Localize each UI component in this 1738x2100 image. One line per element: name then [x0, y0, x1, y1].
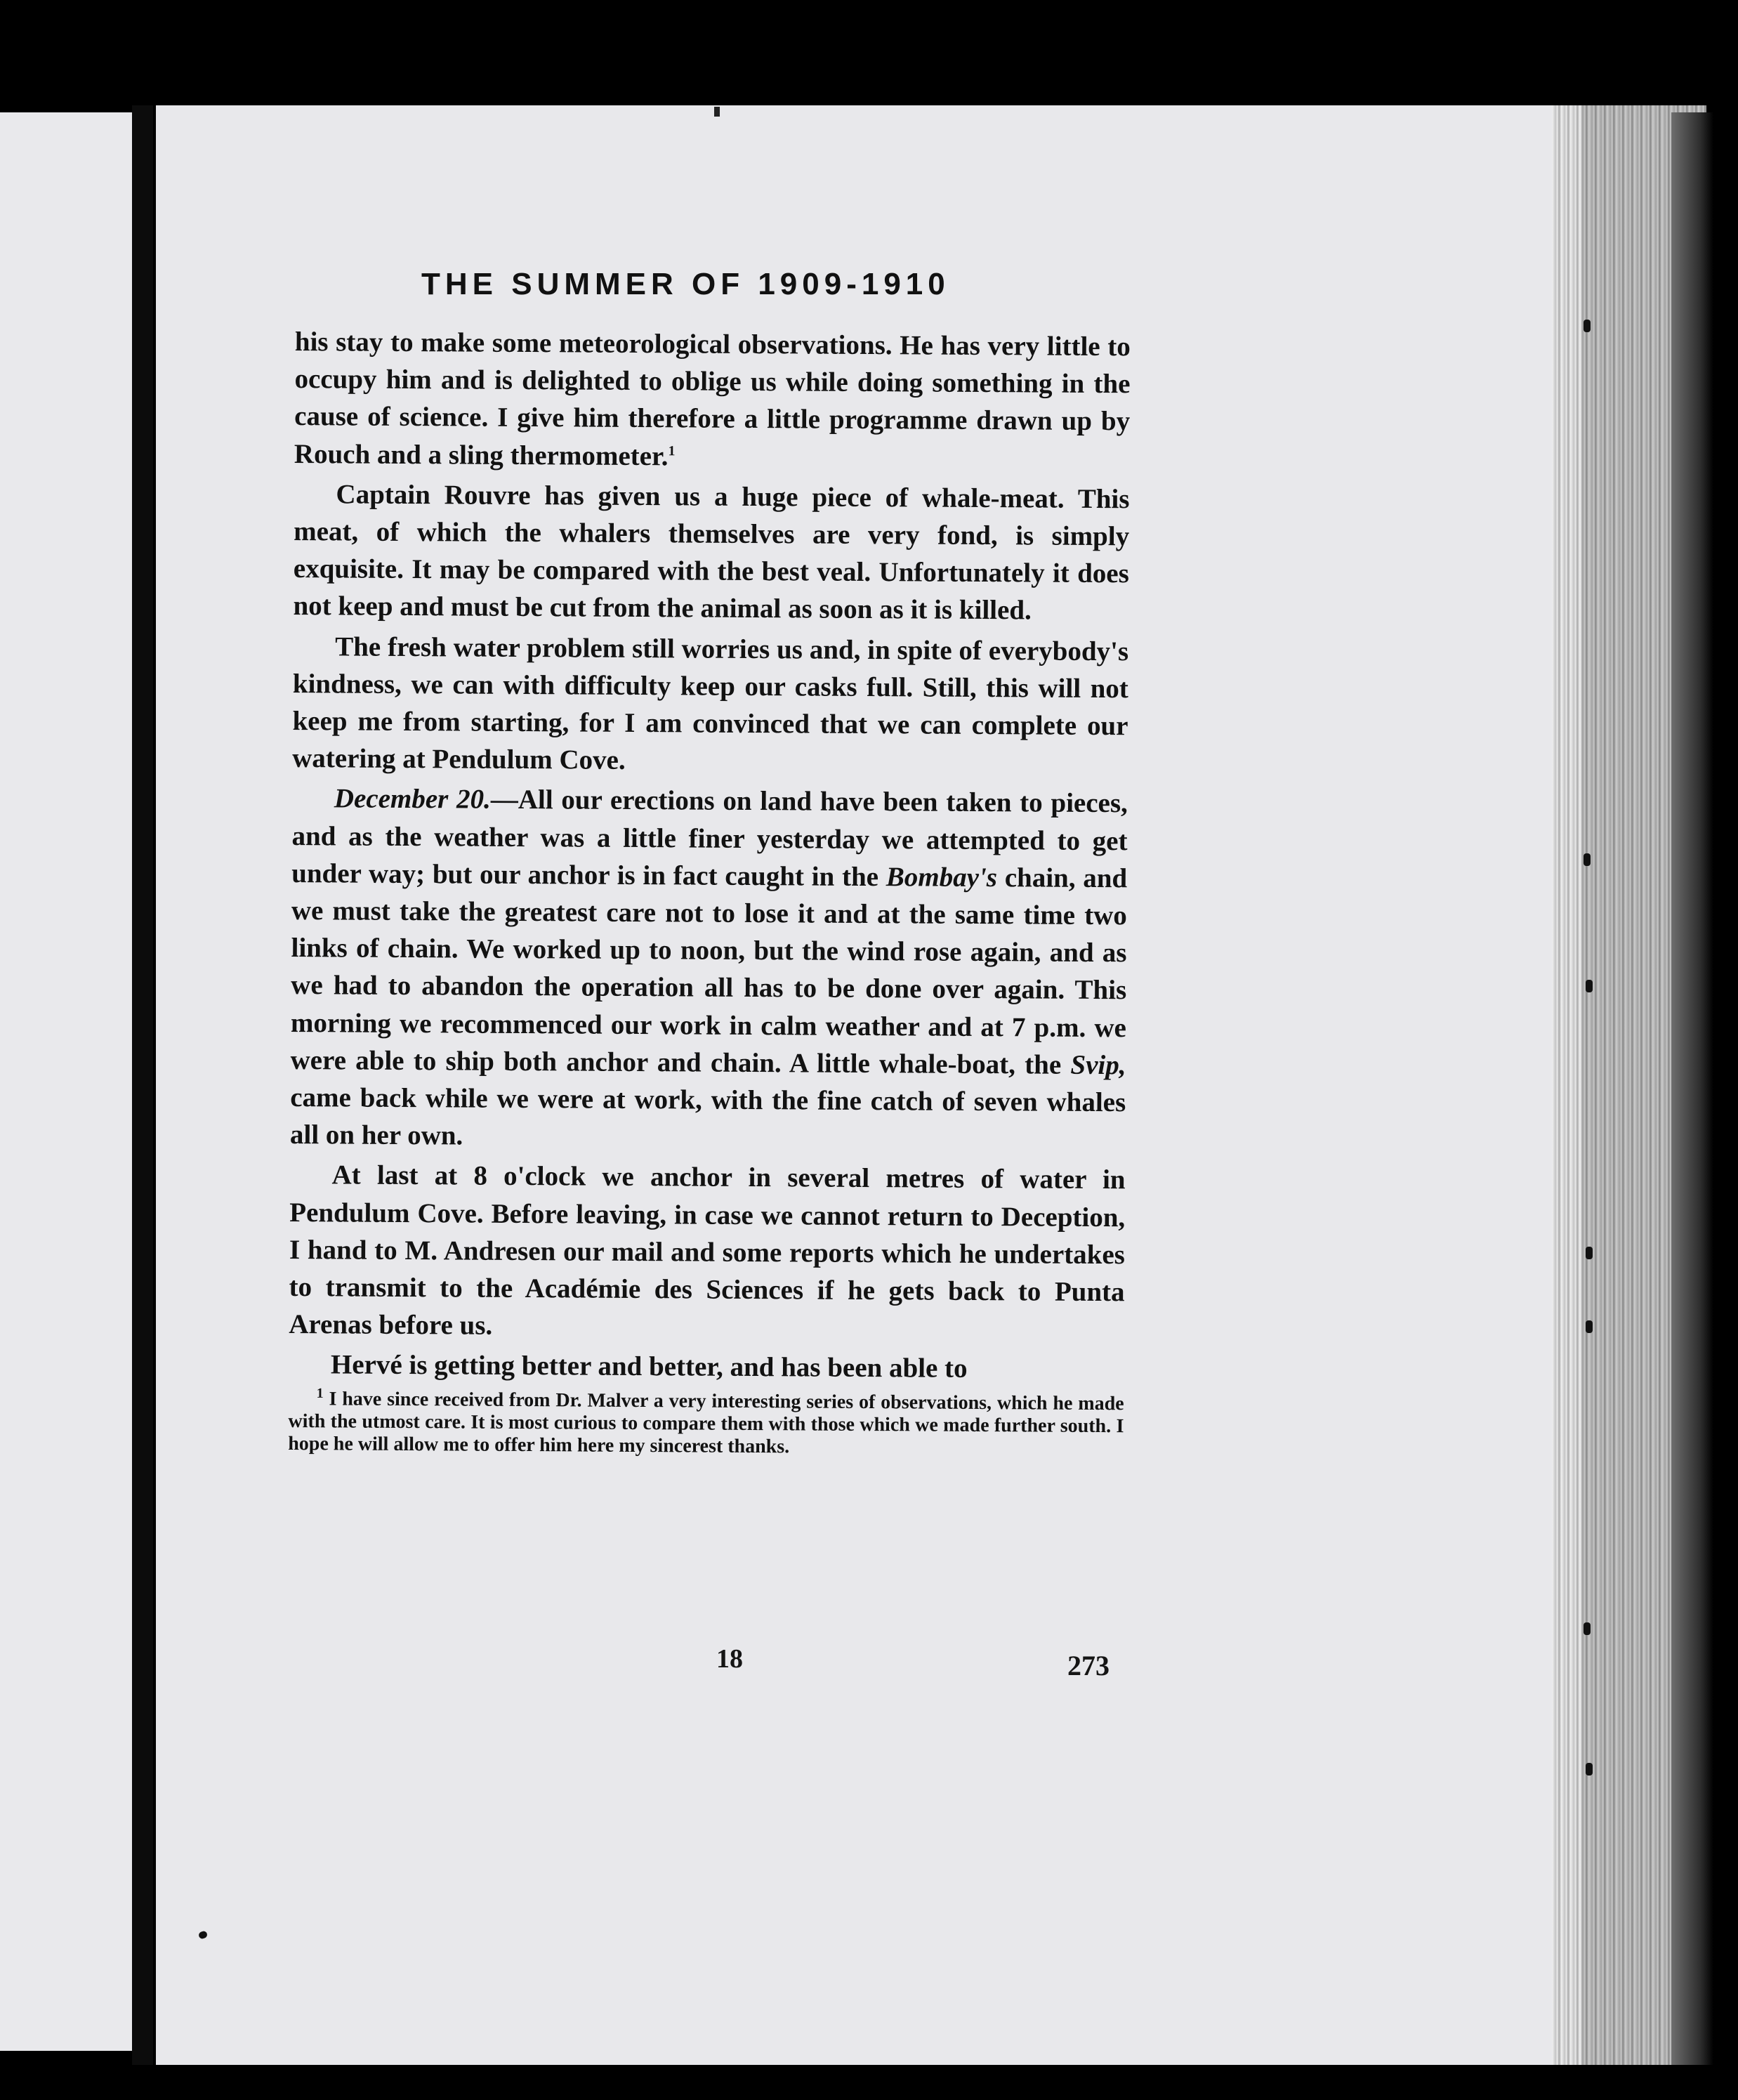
- edge-mark: [1584, 320, 1591, 332]
- entry-text: —All our erections on land have been taken to pieces, and as the weather was a little finer yesterday we attempted to get under way; but our anchor is in fact caught in the: [291, 785, 1128, 893]
- paragraph: [294, 323, 1131, 478]
- paragraph: At last at 8 o'clock we anchor in several metres of water in Pendulum Cove. Before leaving, in case we cannot return to Deception, I hand to M. Andresen our mail and some reports which he undertakes to transmit to the Académie des Sciences if he gets back to Punta Arenas before us.: [289, 1160, 1126, 1341]
- scan-speck: [714, 107, 720, 117]
- dated-entry: [290, 780, 1128, 1158]
- edge-mark: [1586, 1320, 1593, 1333]
- running-head: THE SUMMER OF 1909-1910: [421, 267, 950, 301]
- entry-date: December 20.: [334, 783, 491, 815]
- ship-name: Svip,: [1070, 1049, 1126, 1081]
- paragraph: The fresh water problem still worries us and, in spite of everybody's kindness, we can with difficulty keep our casks full. Still, this will not keep me from starting, for I am convinced that we can complete our watering at Pendulum Cove.: [292, 631, 1129, 776]
- signature-mark: 18: [716, 1644, 743, 1674]
- edge-mark: [1586, 1247, 1593, 1259]
- edge-mark: [1586, 980, 1593, 992]
- entry-text: chain, and we must take the greatest care not to lose it and at the same time two links of chain. We worked up to noon, but the wind rose again, and as we had to abandon the operation all has to be done over again. This morning we recommenced our work in calm weather and at 7 p.m. we were able to ship both anchor and chain. A little whale-boat, the: [290, 862, 1128, 1080]
- entry-text: came back while we were at work, with the fine catch of seven whales all on her own.: [289, 1082, 1126, 1151]
- facing-page-edge: [0, 112, 133, 2051]
- footnote-text: I have since received from Dr. Malver a very interesting series of observations, which he made with the utmost care. It is most curious to compare them with those which we made further south. I hope he will allow me to offer him here my sincerest thanks.: [288, 1388, 1124, 1458]
- gutter-shadow: [132, 105, 153, 2065]
- edge-mark: [1584, 853, 1591, 866]
- footnote-marker: 1: [316, 1385, 324, 1401]
- body-text: [288, 323, 1131, 1480]
- footnote: [288, 1385, 1124, 1460]
- footnote-reference: 1: [668, 442, 676, 459]
- edge-mark: [1584, 1622, 1591, 1635]
- paragraph-text: his stay to make some meteorological observations. He has very little to occupy him and is delighted to oblige us while doing something in the cause of science. I give him therefore a little programme drawn up by Rouch and a sling thermometer.: [294, 326, 1131, 471]
- paragraph: Hervé is getting better and better, and has been able to: [330, 1349, 968, 1384]
- paragraph: Captain Rouvre has given us a huge piece of whale-meat. This meat, of which the whalers themselves are very fond, is simply exquisite. It may be compared with the best veal. Unfortunately it does not keep and must be cut from the animal as soon as it is killed.: [293, 479, 1130, 626]
- edge-mark: [1586, 1763, 1593, 1776]
- ship-name: Bombay's: [886, 862, 998, 893]
- page-number: 273: [1067, 1650, 1110, 1681]
- book-edge-shadow: [1671, 112, 1713, 2065]
